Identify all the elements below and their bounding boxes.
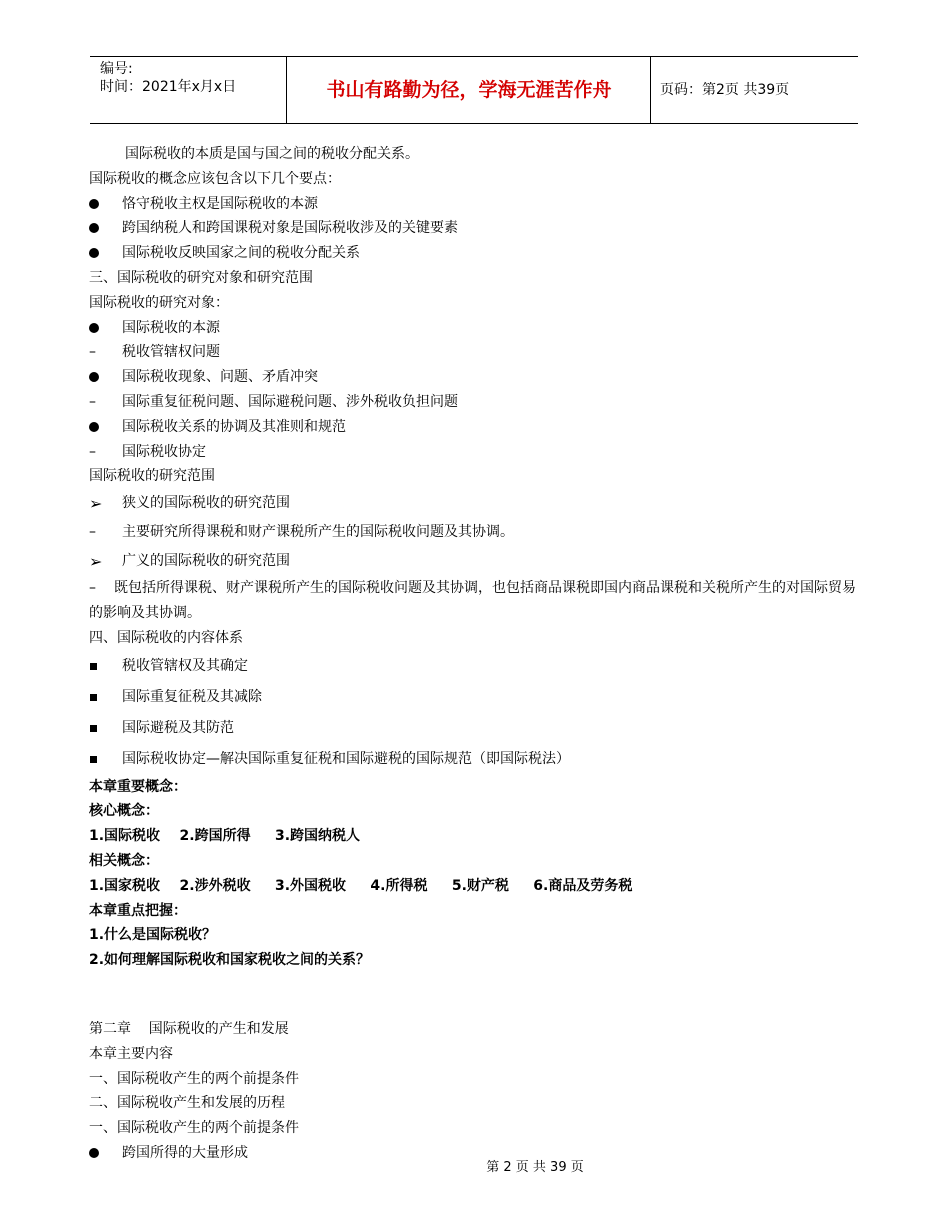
paragraph: 国际税收的研究对象：	[89, 294, 229, 311]
list-item: – 主要研究所得课税和财产课税所产生的国际税收问题及其协调。	[89, 518, 867, 547]
list-item: 税收管辖权及其确定	[89, 651, 867, 682]
header-left	[100, 57, 290, 126]
paragraph: 2.如何理解国际税收和国家税收之间的关系？	[89, 952, 371, 969]
document-time: 时间：2021年x月x日	[100, 79, 237, 95]
list-item: 跨国所得的大量形成	[89, 1141, 867, 1166]
list-item: 跨国纳税人和跨国课税对象是国际税收涉及的关键要素	[89, 216, 867, 241]
paragraph: – 既包括所得课税、财产课税所产生的国际税收问题及其协调，也包括商品课税即国内商品课税和关税所产生的对国际贸易的影响及其协调。	[89, 580, 856, 621]
bullet-dot-icon	[89, 223, 99, 233]
header-page-number: 页码：第2页 共39页	[660, 82, 790, 98]
bullet-dot-icon	[89, 248, 99, 258]
paragraph: 国际税收的研究范围	[89, 468, 215, 485]
page-footer: 第 2 页 共 39 页	[486, 1160, 584, 1175]
list-item: ➢ 广义的国际税收的研究范围	[89, 547, 867, 576]
chapter-title: 第二章 国际税收的产生和发展	[89, 1020, 289, 1037]
section-heading: 一、国际税收产生的两个前提条件	[89, 1120, 299, 1137]
paragraph: 核心概念：	[89, 803, 159, 820]
header-divider	[650, 57, 651, 123]
list-item: 国际税收关系的协调及其准则和规范	[89, 415, 867, 440]
list-item: 恪守税收主权是国际税收的本源	[89, 192, 867, 217]
dash-icon: –	[89, 524, 96, 541]
list-item: ➢ 狭义的国际税收的研究范围	[89, 489, 867, 518]
section-heading: 四、国际税收的内容体系	[89, 629, 243, 646]
list-item: 国际税收反映国家之间的税收分配关系	[89, 241, 867, 266]
bullet-dot-icon	[89, 323, 99, 333]
square-bullet-icon	[90, 663, 97, 670]
square-bullet-icon	[90, 756, 97, 763]
dash-icon: –	[89, 443, 96, 460]
list-item: 国际重复征税及其减除	[89, 682, 867, 713]
dash-icon: –	[89, 344, 96, 361]
page-header	[90, 56, 858, 124]
paragraph: 相关概念：	[89, 852, 159, 869]
dash-icon: –	[89, 393, 96, 410]
paragraph: 二、国际税收产生和发展的历程	[89, 1095, 285, 1112]
section-heading: 三、国际税收的研究对象和研究范围	[89, 269, 313, 286]
list-item: 国际税收现象、问题、矛盾冲突	[89, 365, 867, 390]
paragraph: 一、国际税收产生的两个前提条件	[89, 1070, 299, 1087]
paragraph: 本章主要内容	[89, 1045, 173, 1062]
document-number: 编号:	[100, 61, 133, 77]
bullet-dot-icon	[89, 372, 99, 382]
document-body	[89, 142, 867, 1166]
paragraph: 国际税收的概念应该包含以下几个要点：	[89, 170, 341, 187]
list-item: 国际避税及其防范	[89, 713, 867, 744]
square-bullet-icon	[90, 725, 97, 732]
header-motto: 书山有路勤为径，学海无涯苦作舟	[326, 79, 612, 101]
paragraph: 1.国家税收 2.涉外税收 3.外国税收 4.所得税 5.财产税 6.商品及劳务税	[89, 877, 633, 894]
bullet-dot-icon	[89, 199, 99, 209]
list-item: 国际税收协定—解决国际重复征税和国际避税的国际规范（即国际税法）	[89, 744, 867, 775]
dash-icon: –	[89, 580, 96, 597]
paragraph: 1.国际税收 2.跨国所得 3.跨国纳税人	[89, 828, 361, 845]
list-item: – 国际重复征税问题、国际避税问题、涉外税收负担问题	[89, 390, 867, 415]
paragraph: 本章重要概念：	[89, 778, 187, 795]
paragraph: 1.什么是国际税收？	[89, 927, 217, 944]
spacer	[89, 973, 867, 1017]
arrow-icon: ➢	[89, 494, 103, 514]
bullet-dot-icon	[89, 422, 99, 432]
list-item: 国际税收的本源	[89, 316, 867, 341]
paragraph: 本章重点把握：	[89, 902, 187, 919]
arrow-icon: ➢	[89, 552, 103, 572]
list-item: – 税收管辖权问题	[89, 340, 867, 365]
header-divider	[286, 57, 287, 123]
paragraph: 国际税收的本质是国与国之间的税收分配关系。	[125, 146, 419, 162]
square-bullet-icon	[90, 694, 97, 701]
list-item: – 国际税收协定	[89, 440, 867, 465]
